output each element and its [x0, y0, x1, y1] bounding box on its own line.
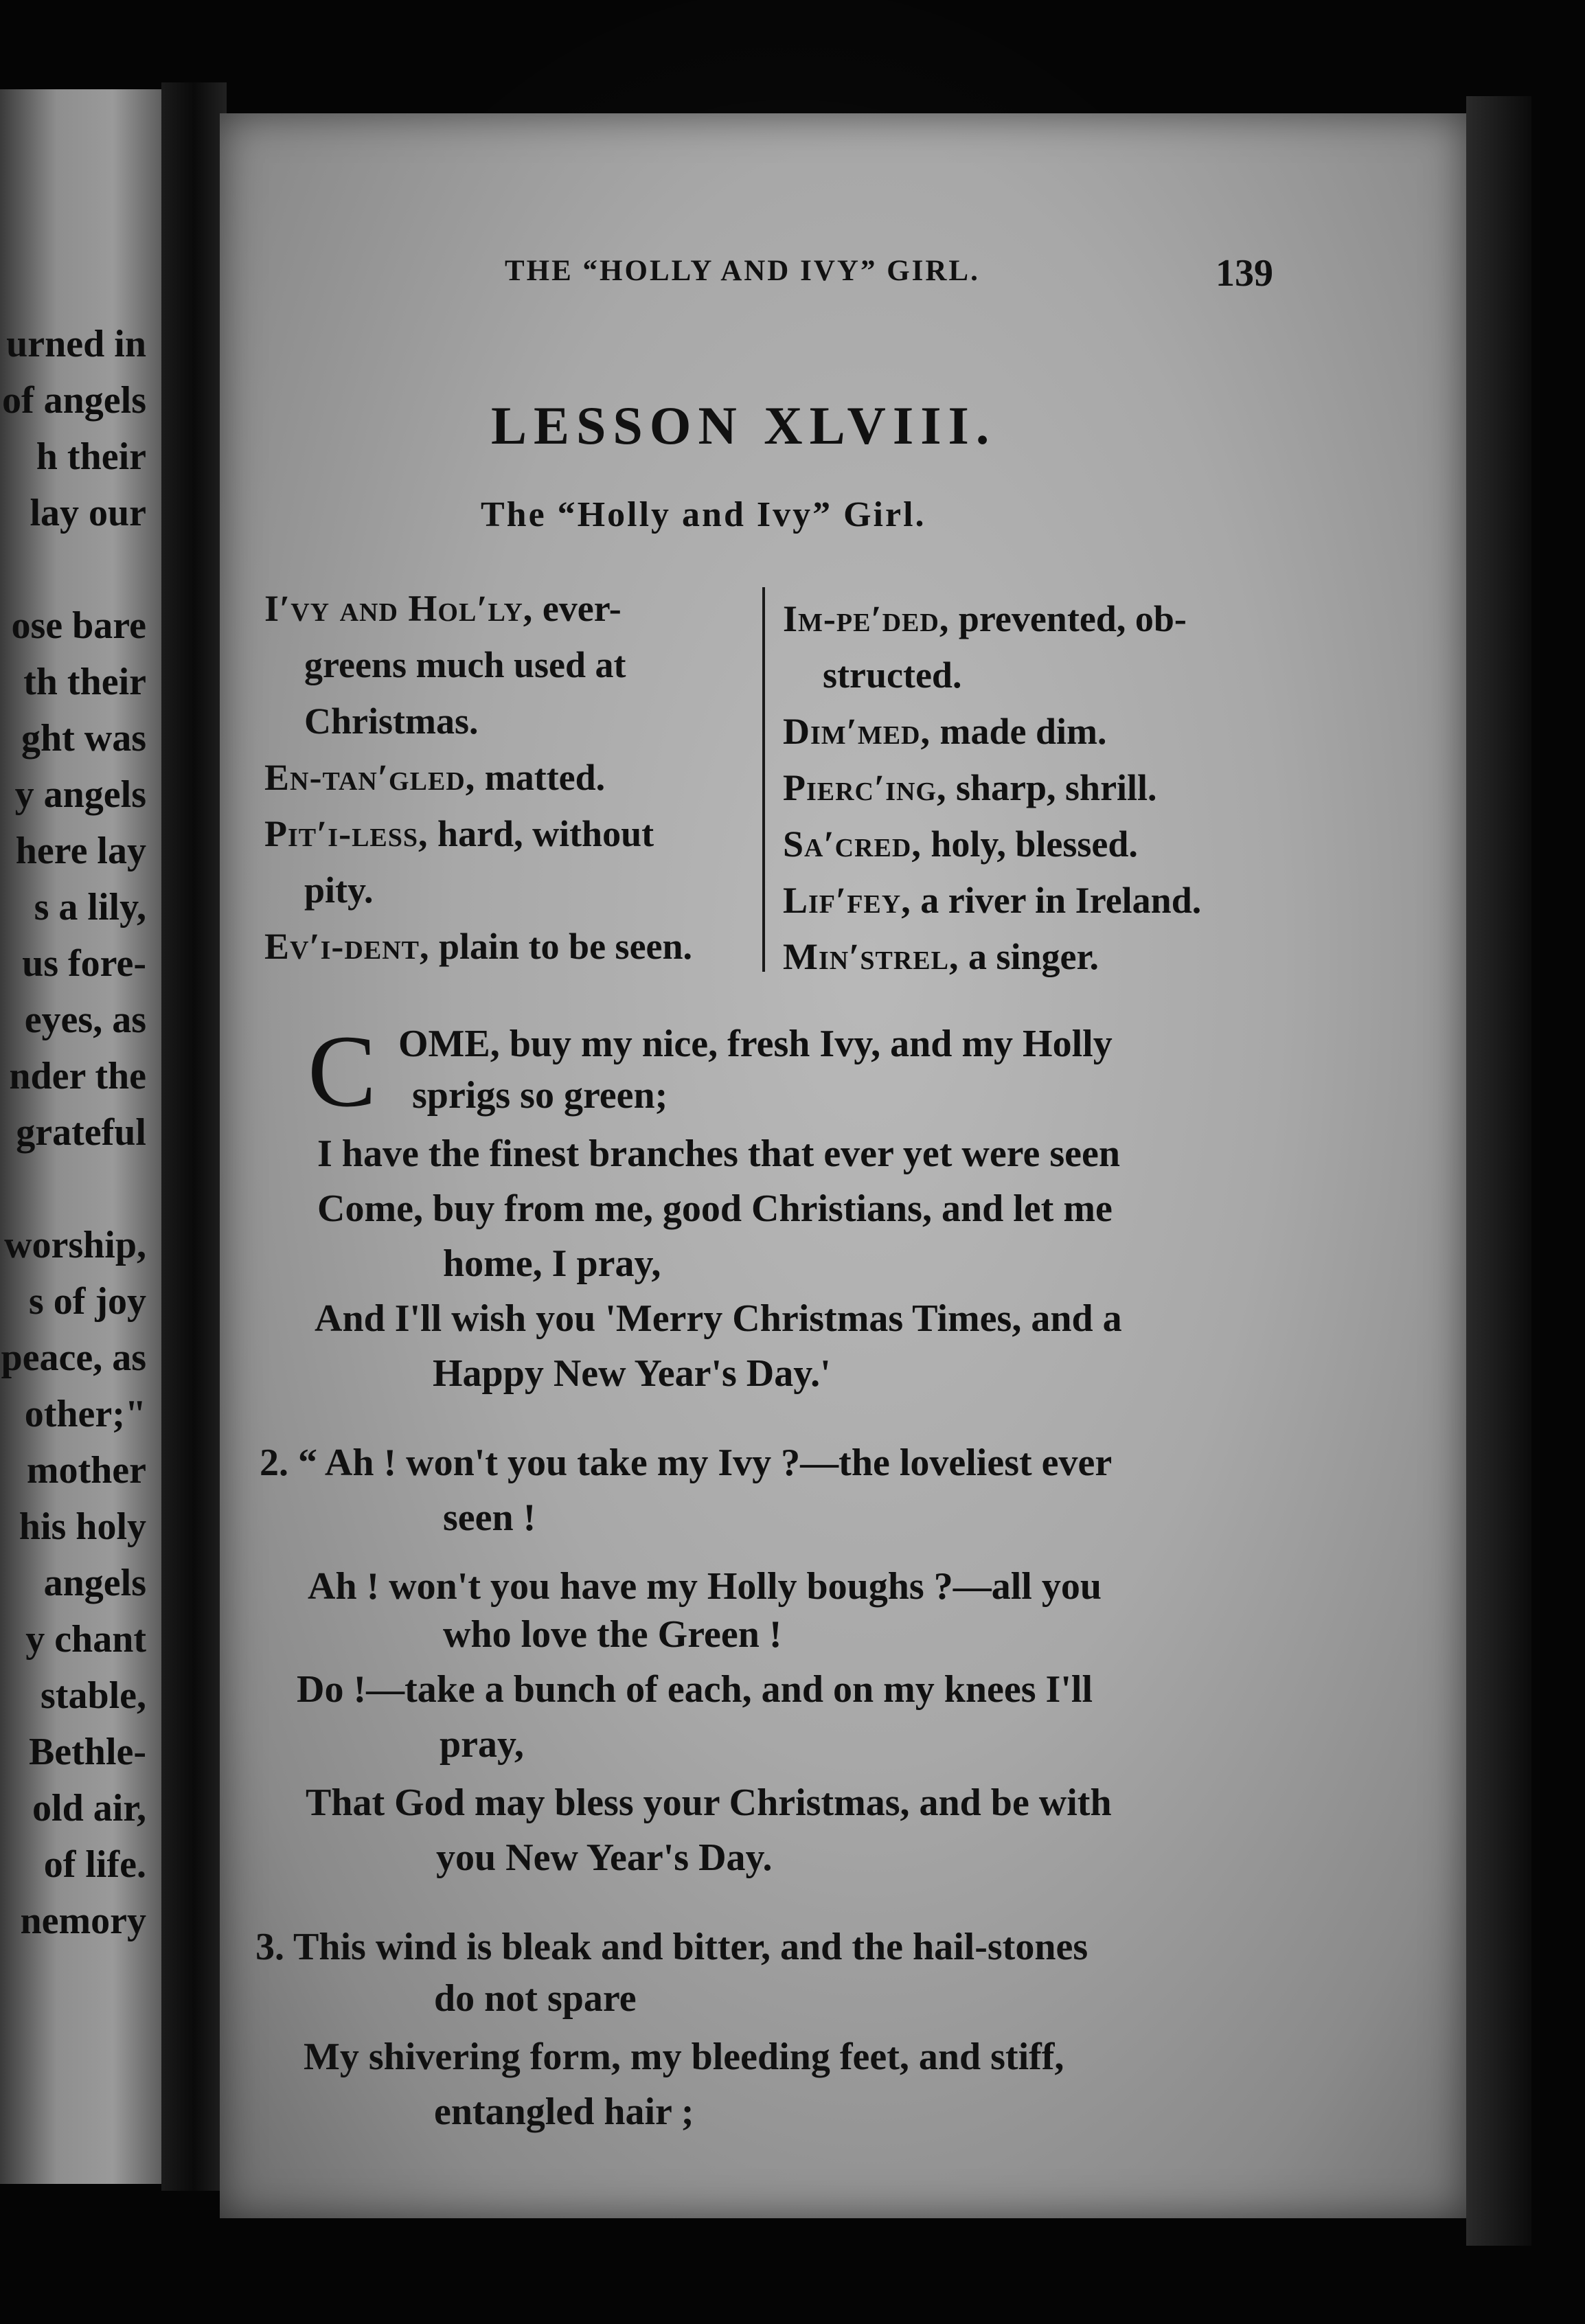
poem-line: entangled hair ; — [434, 2091, 694, 2133]
vocab-definition: plain to be seen. — [429, 926, 693, 967]
page-number: 139 — [1216, 252, 1273, 295]
previous-page-line: Bethle- — [28, 1731, 146, 1773]
previous-page-line: old air, — [32, 1787, 146, 1830]
previous-page-line: his holy — [19, 1505, 146, 1548]
previous-page-line — [1, 541, 146, 597]
previous-page-line: here lay — [15, 830, 146, 872]
poem-line: do not spare — [434, 1977, 637, 2020]
vocab-definition: made dim. — [931, 711, 1107, 752]
poem-line: you New Year's Day. — [436, 1836, 773, 1879]
vocab-word: Im-pe′ded, — [783, 598, 950, 639]
column-divider — [762, 587, 765, 972]
poem-line: 2. “ Ah ! won't you take my Ivy ?—the loveliest ever — [260, 1442, 1113, 1484]
vocab-word: Pierc′ing, — [783, 767, 947, 808]
previous-page-line: of angels — [2, 379, 146, 422]
poem-line: OME, buy my nice, fresh Ivy, and my Holly — [398, 1023, 1113, 1065]
vocab-definition: matted. — [475, 757, 606, 798]
previous-page-line: grateful — [16, 1111, 146, 1154]
poem-line: Happy New Year's Day.' — [433, 1352, 831, 1395]
previous-page-line: peace, as — [1, 1336, 146, 1379]
previous-page-line: y angels — [14, 773, 146, 816]
vocabulary-right-column — [783, 591, 1201, 985]
vocabulary-left-column — [264, 580, 709, 975]
page-edge-shadow — [1466, 96, 1531, 2246]
previous-page-line: s of joy — [28, 1280, 146, 1323]
vocab-word: Dim′med, — [783, 711, 931, 752]
previous-page-line: nemory — [20, 1900, 146, 1942]
previous-page-line: of life. — [43, 1843, 146, 1886]
poem-line: who love the Green ! — [443, 1613, 782, 1656]
vocab-word: Ev′i-dent, — [264, 926, 430, 967]
lesson-subtitle: The “Holly and Ivy” Girl. — [481, 495, 926, 534]
vocab-entry — [264, 749, 709, 806]
previous-page-line: ght was — [21, 717, 146, 760]
vocab-entry — [783, 872, 1201, 929]
previous-page-line: lay our — [30, 492, 146, 534]
vocab-entry — [783, 816, 1201, 872]
vocab-entry — [264, 918, 709, 975]
previous-page-line: other;" — [24, 1393, 146, 1435]
vocab-entry — [264, 806, 709, 918]
vocab-definition: hard, without — [428, 813, 654, 854]
vocab-word: Sa′cred, — [783, 823, 922, 865]
vocab-entry — [783, 760, 1201, 816]
vocab-definition-cont: structed. — [823, 654, 962, 696]
previous-page-line: worship, — [4, 1224, 146, 1266]
previous-page-line: ose bare — [11, 604, 146, 647]
previous-page-line: h their — [36, 435, 146, 478]
vocab-word: Lif′fey, — [783, 880, 911, 921]
vocab-entry — [783, 929, 1201, 985]
vocab-definition: prevented, ob- — [949, 598, 1187, 639]
poem-line: I have the finest branches that ever yet were seen — [317, 1132, 1121, 1175]
previous-page-fragment — [0, 89, 161, 2184]
lesson-title: LESSON XLVIII. — [491, 396, 996, 455]
book-gutter — [161, 82, 227, 2191]
previous-page-line: y chant — [25, 1618, 146, 1661]
poem-line: pray, — [440, 1723, 524, 1766]
vocab-word: En-tan′gled, — [264, 757, 476, 798]
previous-page-line: angels — [43, 1562, 146, 1604]
previous-page-line: s a lily, — [34, 886, 146, 929]
previous-page-line: stable, — [41, 1674, 146, 1717]
previous-page-line: urned in — [6, 323, 146, 365]
poem-line: sprigs so green; — [412, 1074, 668, 1117]
vocab-word: I′vy and Hol′ly, — [264, 588, 534, 629]
vocab-entry — [783, 703, 1201, 760]
vocab-entry — [783, 591, 1201, 703]
previous-page-line: eyes, as — [24, 999, 146, 1041]
vocab-word: Min′strel, — [783, 936, 959, 977]
vocab-definition: a singer. — [959, 936, 1099, 977]
vocab-definition: a river in Ireland. — [911, 880, 1202, 921]
poem-line: And I'll wish you 'Merry Christmas Times, and a — [315, 1297, 1122, 1340]
vocab-definition: ever- — [533, 588, 622, 629]
vocab-word: Pit′i-less, — [264, 813, 429, 854]
poem-line: home, I pray, — [443, 1242, 661, 1285]
vocab-definition-cont: greens much used at Christmas. — [304, 644, 626, 742]
poem-line: Come, buy from me, good Christians, and let me — [317, 1187, 1113, 1230]
poem-line: Ah ! won't you have my Holly boughs ?—all you — [308, 1565, 1102, 1608]
poem-line: Do !—take a bunch of each, and on my knees I'll — [297, 1668, 1093, 1711]
previous-page-line: mother — [26, 1449, 146, 1492]
running-head: THE “HOLLY AND IVY” GIRL. — [505, 255, 980, 287]
poem-line: 3. This wind is bleak and bitter, and the hail-stones — [255, 1926, 1088, 1968]
poem-line: seen ! — [443, 1496, 536, 1539]
drop-cap: C — [308, 1014, 377, 1128]
previous-page-line: th their — [23, 661, 146, 703]
previous-page-line: us fore- — [22, 942, 146, 985]
vocab-entry — [264, 580, 709, 749]
previous-page-line: nder the — [9, 1055, 146, 1097]
poem-line: That God may bless your Christmas, and be with — [306, 1781, 1112, 1824]
poem-line: My shivering form, my bleeding feet, and stiff, — [304, 2036, 1064, 2078]
vocab-definition: sharp, shrill. — [946, 767, 1157, 808]
vocab-definition: holy, blessed. — [921, 823, 1138, 865]
previous-page-line — [1, 1161, 146, 1217]
vocab-definition-cont: pity. — [304, 869, 374, 911]
previous-page-text — [1, 316, 146, 1949]
